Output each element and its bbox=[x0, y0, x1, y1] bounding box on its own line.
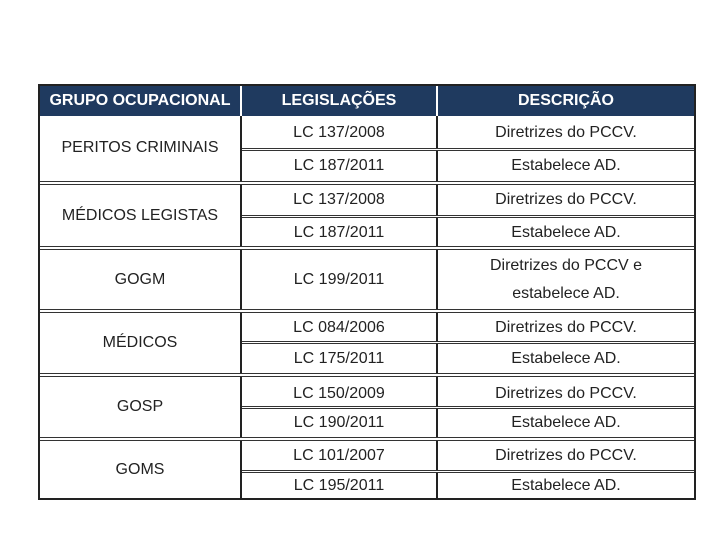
description-cell: Diretrizes do PCCV. bbox=[495, 319, 637, 336]
law-cell: LC 084/2006 bbox=[293, 319, 385, 336]
law-cell: LC 195/2011 bbox=[293, 477, 385, 494]
table-header bbox=[40, 86, 694, 116]
header-legislation: LEGISLAÇÕES bbox=[281, 92, 397, 109]
description-cell: Estabelece AD. bbox=[511, 224, 621, 241]
group-name: GOMS bbox=[115, 461, 165, 478]
law-cell: LC 187/2011 bbox=[293, 224, 385, 241]
description-cell: Estabelece AD. bbox=[511, 414, 621, 431]
law-cell: LC 175/2011 bbox=[293, 350, 385, 367]
description-cell-line2: estabelece AD. bbox=[512, 285, 620, 302]
law-cell: LC 150/2009 bbox=[293, 385, 385, 402]
description-cell: Diretrizes do PCCV. bbox=[495, 191, 637, 208]
description-cell-line1: Diretrizes do PCCV e bbox=[489, 257, 643, 274]
law-cell: LC 187/2011 bbox=[293, 157, 385, 174]
description-cell: Diretrizes do PCCV. bbox=[495, 385, 637, 402]
description-cell: Estabelece AD. bbox=[511, 350, 621, 367]
legislation-table bbox=[38, 84, 696, 500]
law-cell: LC 190/2011 bbox=[293, 414, 385, 431]
description-cell: Estabelece AD. bbox=[511, 157, 621, 174]
group-name: GOGM bbox=[114, 271, 166, 288]
header-description: DESCRIÇÃO bbox=[517, 92, 614, 109]
description-cell: Diretrizes do PCCV. bbox=[495, 447, 637, 464]
description-cell: Diretrizes do PCCV. bbox=[495, 124, 637, 141]
group-name: GOSP bbox=[116, 398, 164, 415]
law-cell: LC 199/2011 bbox=[293, 271, 385, 288]
group-name: MÉDICOS LEGISTAS bbox=[61, 207, 219, 224]
description-cell: Estabelece AD. bbox=[511, 477, 621, 494]
group-name: MÉDICOS bbox=[102, 334, 178, 351]
law-cell: LC 137/2008 bbox=[293, 124, 385, 141]
group-name: PERITOS CRIMINAIS bbox=[61, 139, 219, 156]
law-cell: LC 137/2008 bbox=[293, 191, 385, 208]
law-cell: LC 101/2007 bbox=[293, 447, 385, 464]
header-group: GRUPO OCUPACIONAL bbox=[49, 92, 231, 109]
